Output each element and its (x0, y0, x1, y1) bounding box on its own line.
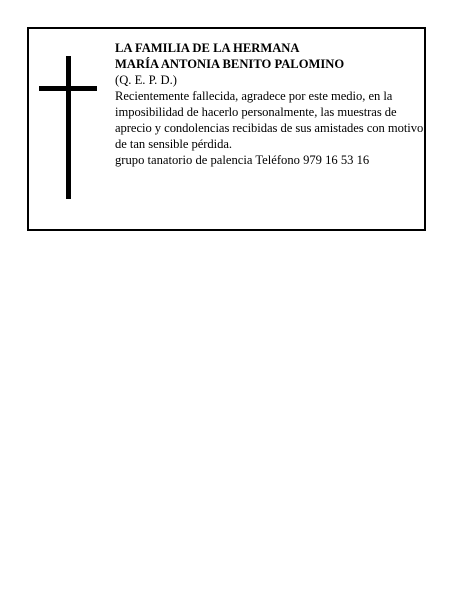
cross-icon (39, 56, 97, 199)
cross-horizontal-bar (39, 86, 97, 91)
notice-body: Recientemente fallecida, agradece por este medio, en la imposibilidad de hacerlo personalmente, las muestras de aprecio y condolencias recibidas de sus amistades con motivo de tan sensible pérdida. (115, 89, 424, 151)
notice-heading-family: LA FAMILIA DE LA HERMANA (115, 41, 300, 55)
notice-heading-name: MARÍA ANTONIA BENITO PALOMINO (115, 57, 345, 71)
notice-text-block (115, 40, 425, 168)
obituary-notice (27, 27, 426, 231)
funeral-contact: grupo tanatorio de palencia Teléfono 979 16 53 16 (115, 153, 370, 167)
cross-vertical-bar (66, 56, 71, 199)
qepd-label: (Q. E. P. D.) (115, 73, 177, 87)
